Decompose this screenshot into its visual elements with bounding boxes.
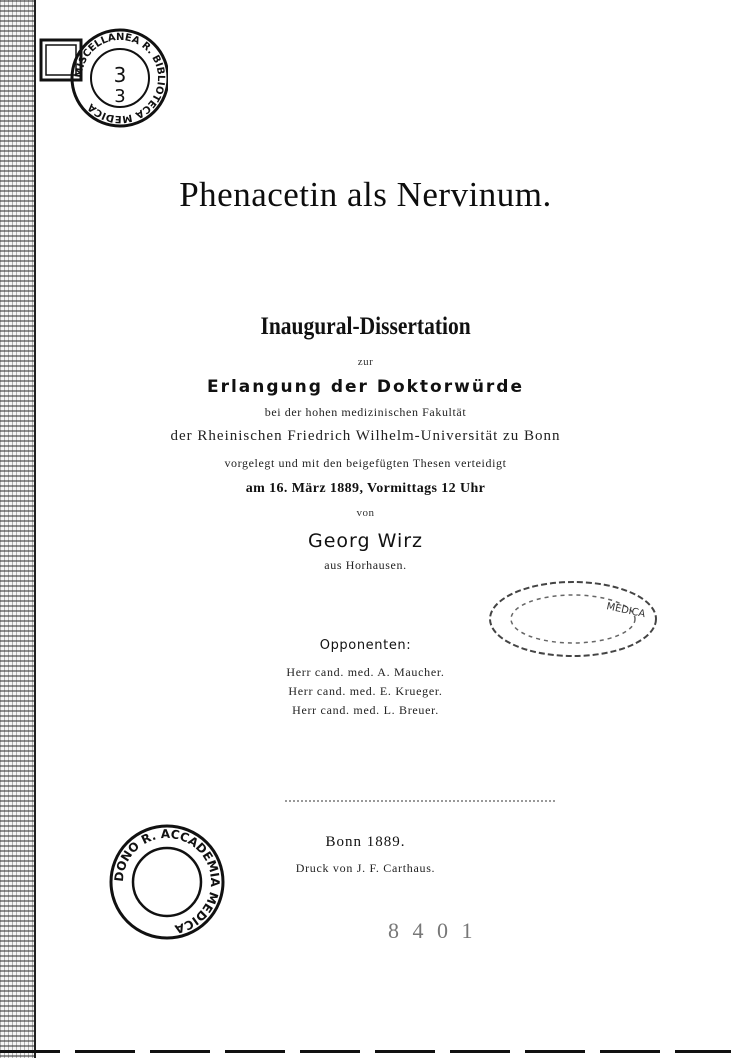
svg-text:DONO R. ACCADEMIA MEDICA	[112, 827, 222, 937]
imprint-printer: Druck von J. F. Carthaus.	[295, 861, 436, 875]
scan-edge	[0, 0, 34, 1058]
library-stamp-top	[38, 10, 168, 140]
stamp-top-number-2: 3	[114, 86, 126, 107]
stamp-top-text: MISCELLANEA R. BIBLIOTECA MEDICA	[73, 31, 167, 125]
dissertation-heading: Inaugural-Dissertation	[260, 313, 471, 340]
stamp-bottom-text: DONO R. ACCADEMIA MEDICA	[111, 826, 223, 937]
stamp-top-number: 3	[113, 63, 127, 87]
faculty-line: bei der hohen medizinischen Fakultät	[264, 405, 467, 419]
page-edge-line	[34, 0, 36, 1058]
document-title: Phenacetin als Nervinum.	[179, 175, 552, 214]
shelfmark: 8 4 0 1	[388, 918, 477, 943]
opponents-heading: Opponenten:	[319, 638, 412, 653]
library-stamp-bottom	[105, 820, 230, 945]
dotted-rule	[285, 800, 555, 802]
author-name: Georg Wirz	[307, 530, 424, 552]
bottom-edge-line	[0, 1050, 731, 1053]
author-origin: aus Horhausen.	[324, 558, 407, 572]
von-label: von	[356, 507, 375, 519]
opponent-2: Herr cand. med. E. Krueger.	[288, 684, 443, 698]
imprint-place-year: Bonn 1889.	[325, 834, 406, 850]
defense-line: vorgelegt und mit den beigefügten Thesen verteidigt	[224, 456, 507, 470]
university-line: der Rheinischen Friedrich Wilhelm-Universität zu Bonn	[170, 428, 561, 444]
purpose-line: Erlangung der Doktorwürde	[206, 377, 525, 397]
opponent-1: Herr cand. med. A. Maucher.	[286, 665, 445, 679]
zur-label: zur	[357, 356, 374, 368]
date-line: am 16. März 1889, Vormittags 12 Uhr	[245, 481, 486, 496]
opponent-3: Herr cand. med. L. Breuer.	[292, 703, 439, 717]
stamp-right-text: MEDICA	[605, 601, 647, 621]
